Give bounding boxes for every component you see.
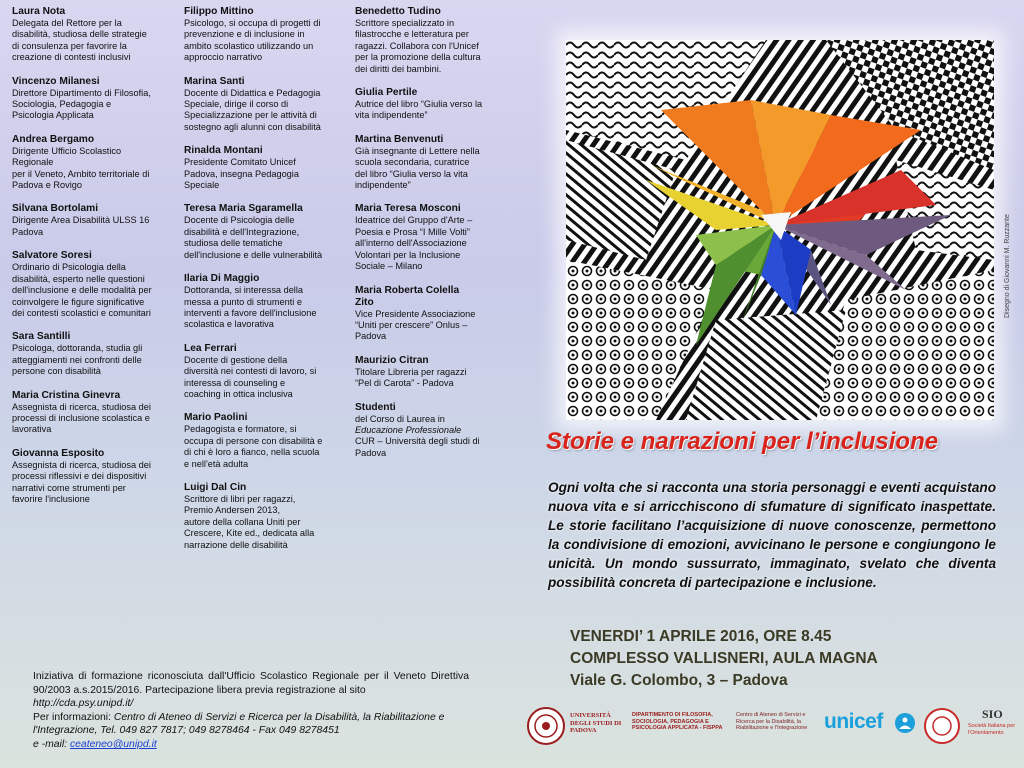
event-address: Viale G. Colombo, 3 – Padova (570, 672, 788, 689)
speaker-description: Ideatrice del Gruppo d'Arte – Poesia e Prosa “I Mille Volti” all'interno dell'Associazione Volontari per la Inclusione Sociale – Milano (355, 215, 473, 272)
event-venue: COMPLESSO VALLISNERI, AULA MAGNA (570, 650, 878, 667)
speaker-description: Docente di Psicologia delle disabilità e dell'Integrazione, studiosa delle tematiche dell'inclusione e delle vulnerabilità (184, 215, 323, 260)
zentangle-star-illustration (566, 40, 994, 420)
speaker-entry (12, 134, 170, 192)
speaker-description: Delegata del Rettore per la disabilità, studiosa delle strategie di consulenza per favorire la creazione di contesti inclusivi (12, 18, 147, 63)
registration-url[interactable]: http://cda.psy.unipd.it/ (33, 698, 134, 710)
info-block (33, 670, 469, 752)
speaker-name: Ilaria Di Maggio (184, 273, 260, 285)
speaker-description: Scrittore specializzato in filastrocche e letteratura per ragazzi. Collabora con l'Unicef per la promozione della cultura dei diritti dei bambini. (355, 18, 481, 74)
unipd-logo-text: UNIVERSITÀ DEGLI STUDI DI PADOVA (570, 712, 622, 734)
speaker-description: Presidente Comitato Unicef Padova, insegna Pedagogia Speciale (184, 157, 299, 191)
speaker-name: Andrea Bergamo (12, 133, 95, 145)
speaker-name: Lea Ferrari (184, 342, 237, 354)
speaker-description (355, 414, 500, 460)
speaker-name: Martina Benvenuti (355, 133, 444, 145)
speaker-description: Titolare Libreria per ragazzi “Pel di Carota” - Padova (355, 366, 467, 389)
sio-logo-text: SIO (982, 707, 1003, 721)
speaker-description: Vice Presidente Associazione “Uniti per crescere” Onlus – Padova (355, 308, 476, 342)
speaker-name: Mario Paolini (184, 412, 248, 424)
speaker-entry (184, 145, 340, 191)
speaker-entry (184, 482, 340, 551)
unicef-logo (824, 710, 883, 734)
speaker-name: Giovanna Esposito (12, 447, 105, 459)
speaker-entry (12, 76, 170, 122)
speakers-column-3 (355, 6, 500, 471)
sio-sub-text: Società Italiana per l'Orientamento (968, 723, 1016, 736)
artwork-drawing (566, 40, 994, 420)
speaker-description: Direttore Dipartimento di Filosofia, Sociologia, Pedagogia e Psicologia Applicata (12, 87, 151, 121)
unipd-seal-icon (526, 706, 566, 746)
speaker-name: Sara Santilli (12, 331, 71, 343)
speaker-name: Salvatore Soresi (12, 250, 92, 262)
speaker-description: Docente di Didattica e Pedagogia Speciale, dirige il corso di Specializzazione per le attività di sostegno agli alunni con disabilità (184, 87, 321, 132)
speaker-entry (12, 390, 170, 436)
speaker-entry (184, 343, 340, 401)
speaker-name: Maria Teresa Mosconi (355, 203, 461, 215)
speaker-entry (184, 76, 340, 134)
event-date: VENERDI’ 1 APRILE 2016, ORE 8.45 (570, 628, 832, 645)
speaker-name: Teresa Maria Sgaramella (184, 203, 303, 215)
speaker-entry (355, 285, 500, 343)
speaker-name: Vincenzo Milanesi (12, 75, 100, 87)
speaker-entry (184, 273, 340, 331)
speaker-description: Autrice del libro “Giulia verso la vita indipendente” (355, 99, 483, 121)
logos-bar (522, 704, 1022, 748)
speaker-entry (355, 6, 500, 75)
speaker-description: Dirigente Area Disabilità ULSS 16 Padova (12, 215, 150, 237)
center-logo-text: Centro di Ateneo di Servizi e Ricerca per la Disabilità, la Riabilitazione e l'Integrazione (736, 712, 808, 732)
contacts-org: Centro di Ateneo di Servizi e Ricerca per la Disabilità, la Riabilitazione e l'Integrazione, (33, 711, 445, 737)
speaker-entry (184, 203, 340, 261)
speaker-description: Già insegnante di Lettere nella scuola secondaria, curatrice del libro “Giulia verso la vita indipendente” (355, 145, 480, 191)
speaker-description: Assegnista di ricerca, studiosa dei processi riflessivi e dei dispositivi narrativi come strumenti per favorire l'inclusione (12, 459, 151, 504)
event-details (570, 626, 878, 692)
speaker-name: Studenti (355, 401, 396, 413)
sio-seal-icon (922, 706, 962, 746)
speaker-name: Maria Cristina Ginevra (12, 389, 121, 401)
speaker-entry (355, 355, 500, 390)
speakers-column-1 (12, 6, 170, 517)
unicef-logo-text: unicef (824, 710, 883, 733)
speaker-entry (12, 203, 170, 238)
contacts-label: Per informazioni: (33, 711, 114, 723)
speaker-description: Psicologo, si occupa di progetti di prevenzione e di inclusione in ambito scolastico utilizzando un approccio narrativo (184, 18, 321, 63)
speaker-description: Scrittore di libri per ragazzi, Premio Andersen 2013, autore della collana Uniti per Crescere, Kite ed., dedicata alla narrazione delle disabilità (184, 493, 315, 550)
speaker-entry (355, 87, 500, 122)
speaker-name: Laura Nota (12, 6, 66, 17)
speaker-name: Silvana Bortolami (12, 203, 99, 215)
speaker-description: Pedagogista e formatore, si occupa di persone con disabilità e di chi è loro a fianco, nella scuola e nell'età adulta (184, 424, 323, 469)
speaker-description-course: Educazione Professionale (355, 424, 462, 435)
artwork-credit: Disegno di Giovanni M. Ruzzante (1004, 214, 1011, 318)
speaker-description: Dirigente Ufficio Scolastico Regionale per il Veneto, Ambito territoriale di Padova e Rovigo (12, 145, 150, 191)
speaker-description: Ordinario di Psicologia della disabilità, esperto nelle questioni dell'inclusione e delle modalità per coinvolgere le figure significative dei contesti scolastici e comunitari (12, 262, 152, 318)
speaker-name: Maurizio Citran (355, 354, 429, 366)
speaker-entry (184, 412, 340, 470)
speaker-entry (355, 134, 500, 192)
recognition-text: Iniziativa di formazione riconosciuta dall'Ufficio Scolastico Regionale per il Veneto Direttiva 90/2003 a.s.2015/2016. Partecipazione libera previa registrazione al sito (33, 671, 469, 696)
speaker-entry (12, 250, 170, 319)
speaker-description-part: del Corso di Laurea in (355, 413, 445, 424)
speaker-entry (12, 6, 170, 64)
speaker-name: Maria Roberta Colella Zito (355, 284, 460, 308)
event-title: Storie e narrazioni per l’inclusione (546, 428, 939, 455)
speaker-entry (12, 331, 170, 377)
contacts-phone: Tel. 049 827 7817; 049 8278464 - Fax 049 8278451 (97, 725, 340, 737)
speaker-description: Assegnista di ricerca, studiosa dei processi di inclusione scolastica e lavorativa (12, 401, 151, 435)
speaker-name: Marina Santi (184, 75, 245, 87)
speaker-entry (355, 402, 500, 460)
speaker-name: Rinalda Montani (184, 145, 263, 157)
speaker-entry (184, 6, 340, 64)
unicef-emblem-icon (894, 712, 916, 734)
speaker-name: Filippo Mittino (184, 6, 254, 17)
dept-logo-text: DIPARTIMENTO DI FILOSOFIA, SOCIOLOGIA, PEDAGOGIA E PSICOLOGIA APPLICATA - FISPPA (632, 712, 723, 732)
speaker-entry (355, 203, 500, 272)
speaker-entry (12, 448, 170, 506)
speaker-description: Dottoranda, si interessa della messa a punto di strumenti e interventi a favore dell'inclusione scolastica e lavorativa (184, 285, 317, 330)
intro-paragraph: Ogni volta che si racconta una storia personaggi e eventi acquistano nuova vita e si arricchiscono di sfumature di significato inaspettate. Le storie facilitano l’acquisizione di nuove conoscenze, permettono la condivisione di emozioni, avvicinano le persone e congiungono le unicità. Un mondo sussurrato, immaginato, svelato che diventa possibilità concreta di partecipazione e inclusione. (548, 480, 996, 590)
email-link[interactable]: ceateneo@unipd.it (69, 738, 157, 750)
speaker-description: Psicologa, dottoranda, studia gli atteggiamenti nei confronti delle persone con disabilità (12, 343, 143, 377)
speakers-column-2 (184, 6, 340, 563)
speaker-name: Giulia Pertile (355, 87, 418, 99)
speaker-name: Luigi Dal Cin (184, 481, 247, 493)
speaker-description-part: CUR – Università degli studi di Padova (355, 436, 480, 458)
speaker-description: Docente di gestione della diversità nei contesti di lavoro, si interessa di counseling e coaching in ottica inclusiva (184, 354, 317, 399)
email-label: e -mail: (33, 738, 70, 750)
speaker-name: Benedetto Tudino (355, 6, 441, 17)
